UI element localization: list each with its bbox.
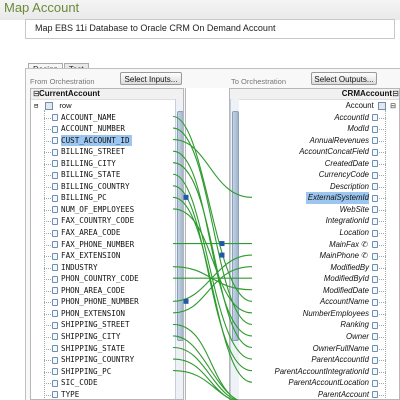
target-field-numberemployees[interactable]: NumberEmployees [302, 308, 369, 318]
source-field-billing-city[interactable]: BILLING_CITY [61, 158, 116, 168]
phone-icon: ✆ [361, 251, 368, 261]
source-field-type[interactable]: TYPE [61, 389, 80, 399]
source-field-fax-phone-number[interactable]: FAX_PHONE_NUMBER [61, 239, 135, 249]
target-field-createddate[interactable]: CreatedDate [324, 158, 369, 168]
expand-icon[interactable]: ⊟ [34, 102, 39, 110]
source-field-billing-state[interactable]: BILLING_STATE [61, 170, 121, 180]
source-field-fax-area-code[interactable]: FAX_AREA_CODE [61, 228, 121, 237]
connection-handle[interactable] [184, 195, 189, 200]
source-field-phon-country-code[interactable]: PHON_COUNTRY_CODE [61, 274, 139, 284]
mapping-line[interactable] [173, 163, 252, 348]
target-field-description[interactable]: Description [330, 181, 369, 191]
target-field-externalsystemid[interactable]: ExternalSystemId [307, 193, 369, 203]
source-field-industry[interactable]: INDUSTRY [61, 262, 98, 272]
source-field-shipping-state[interactable]: SHIPPING_STATE [61, 343, 126, 353]
source-field-sic-code[interactable]: SIC_CODE [61, 378, 98, 388]
page-title: Map Account [4, 0, 80, 15]
mapping-line[interactable] [173, 324, 252, 400]
target-field-website[interactable]: WebSite [339, 204, 369, 214]
phone-icon: ✆ [361, 239, 368, 249]
source-field-billing-country[interactable]: BILLING_COUNTRY [61, 181, 130, 191]
target-field-ranking[interactable]: Ranking [340, 320, 369, 330]
row-label: row [59, 101, 72, 110]
select-inputs-button[interactable]: Select Inputs... [120, 72, 182, 85]
source-field-billing-street[interactable]: BILLING_STREET [61, 147, 126, 157]
mapping-line[interactable] [173, 336, 252, 400]
target-field-location[interactable]: Location [339, 228, 369, 237]
mapping-line[interactable] [173, 117, 252, 302]
target-field-accountname[interactable]: AccountName [320, 297, 369, 307]
to-orchestration-label: To Orchestration [231, 77, 287, 86]
target-field-mainfax[interactable]: MainFax [329, 239, 359, 249]
target-field-accountconcatfield[interactable]: AccountConcatField [299, 147, 369, 157]
target-field-parentaccount[interactable]: ParentAccount [317, 389, 369, 399]
target-field-modifiedby[interactable]: ModifiedBy [330, 262, 369, 272]
target-field-accountid[interactable]: AccountId [334, 112, 369, 122]
connection-handle[interactable] [220, 241, 225, 246]
minus-icon[interactable]: ⊟ [33, 89, 40, 98]
target-field-currencycode[interactable]: CurrencyCode [318, 170, 369, 180]
target-field-integrationid[interactable]: IntegrationId [325, 216, 369, 226]
source-field-shipping-city[interactable]: SHIPPING_CITY [61, 331, 121, 341]
source-field-shipping-street[interactable]: SHIPPING_STREET [61, 320, 130, 330]
source-field-shipping-country[interactable]: SHIPPING_COUNTRY [61, 355, 135, 365]
target-field-modifiedbyid[interactable]: ModifiedById [323, 274, 369, 284]
select-outputs-button[interactable]: Select Outputs... [311, 72, 377, 85]
target-field-modifieddate[interactable]: ModifiedDate [323, 285, 369, 295]
source-field-fax-country-code[interactable]: FAX_COUNTRY_CODE [61, 216, 135, 226]
source-field-shipping-pc[interactable]: SHIPPING_PC [61, 366, 112, 376]
target-field-ownerfullname[interactable]: OwnerFullName [312, 343, 369, 353]
target-field-annualrevenues[interactable]: AnnualRevenues [309, 135, 369, 145]
source-field-billing-pc[interactable]: BILLING_PC [61, 193, 107, 203]
target-field-parentaccountid[interactable]: ParentAccountId [311, 355, 369, 365]
connection-handle[interactable] [184, 299, 189, 304]
description-text: Map EBS 11i Database to Oracle CRM On Demand Account [35, 23, 276, 33]
from-orchestration-label: From Orchestration [30, 77, 95, 86]
mapping-line[interactable] [173, 174, 252, 359]
source-field-num-of-employees[interactable]: NUM_OF_EMPLOYEES [61, 204, 135, 214]
expand-icon[interactable]: ⊟ [390, 103, 396, 110]
target-field-owner[interactable]: Owner [346, 331, 369, 341]
source-root-label: CurrentAccount [39, 89, 100, 98]
source-field-fax-extension[interactable]: FAX_EXTENSION [61, 251, 121, 261]
target-root-label: CRMAccount [341, 89, 392, 98]
target-field-mainphone[interactable]: MainPhone [319, 251, 359, 261]
minus-icon[interactable]: ⊟ [392, 89, 399, 98]
source-field-phon-extension[interactable]: PHON_EXTENSION [61, 308, 126, 318]
connection-handle[interactable] [220, 253, 225, 258]
source-field-account-name[interactable]: ACCOUNT_NAME [61, 112, 116, 122]
source-field-account-number[interactable]: ACCOUNT_NUMBER [61, 124, 126, 134]
source-field-cust-account-id[interactable]: CUST_ACCOUNT_ID [61, 135, 130, 145]
target-field-parentaccountlocation[interactable]: ParentAccountLocation [288, 378, 369, 388]
source-field-phon-area-code[interactable]: PHON_AREA_CODE [61, 285, 126, 295]
target-field-modid[interactable]: ModId [347, 124, 369, 134]
target-field-parentaccountintegrationid[interactable]: ParentAccountIntegrationId [274, 366, 369, 376]
account-label: Account [345, 101, 374, 110]
source-field-phon-phone-number[interactable]: PHON_PHONE_NUMBER [61, 297, 139, 307]
